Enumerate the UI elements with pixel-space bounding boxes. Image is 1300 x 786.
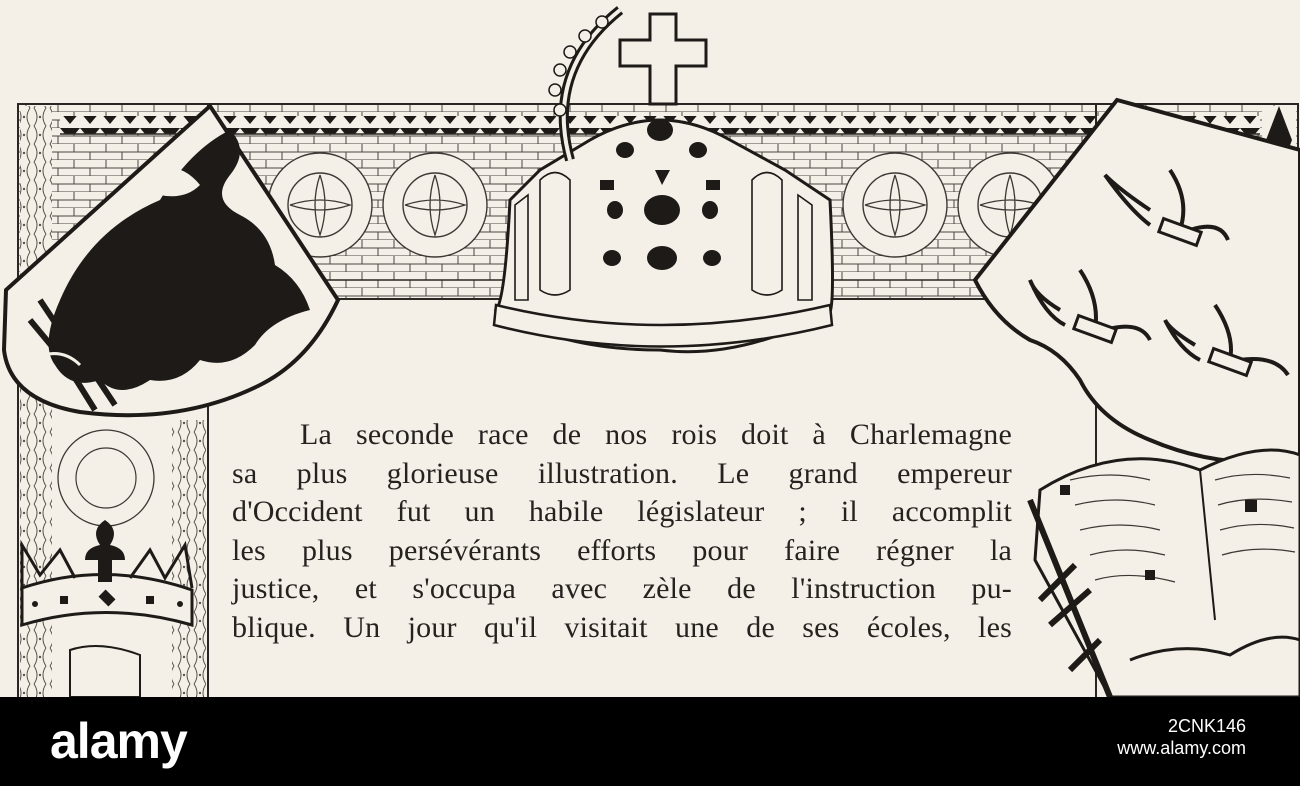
text-line: les plus persévérants efforts pour faire régner la [232, 533, 1012, 567]
text-line: d'Occident fut un habile législateur ; il accomplit [232, 495, 1012, 529]
stock-logo[interactable]: alamy [50, 713, 187, 769]
text-line: blique. Un jour qu'il visitait une de ses écoles, les [232, 610, 1012, 644]
imperial-crown-icon [494, 10, 833, 352]
text-line: justice, et s'occupa avec zèle de l'instruction pu- [232, 572, 1012, 606]
stock-watermark-bar [0, 697, 1300, 786]
body-paragraph [232, 416, 1012, 648]
open-book-icon [1030, 450, 1300, 697]
image-id: 2CNK146 [1167, 716, 1246, 736]
text-line: sa plus glorieuse illustration. Le grand empereur [232, 456, 1012, 490]
site-url[interactable]: www.alamy.com [1117, 738, 1246, 758]
stock-image-info [1117, 715, 1246, 759]
text-line: La seconde race de nos rois doit à Charlemagne [300, 418, 1012, 451]
